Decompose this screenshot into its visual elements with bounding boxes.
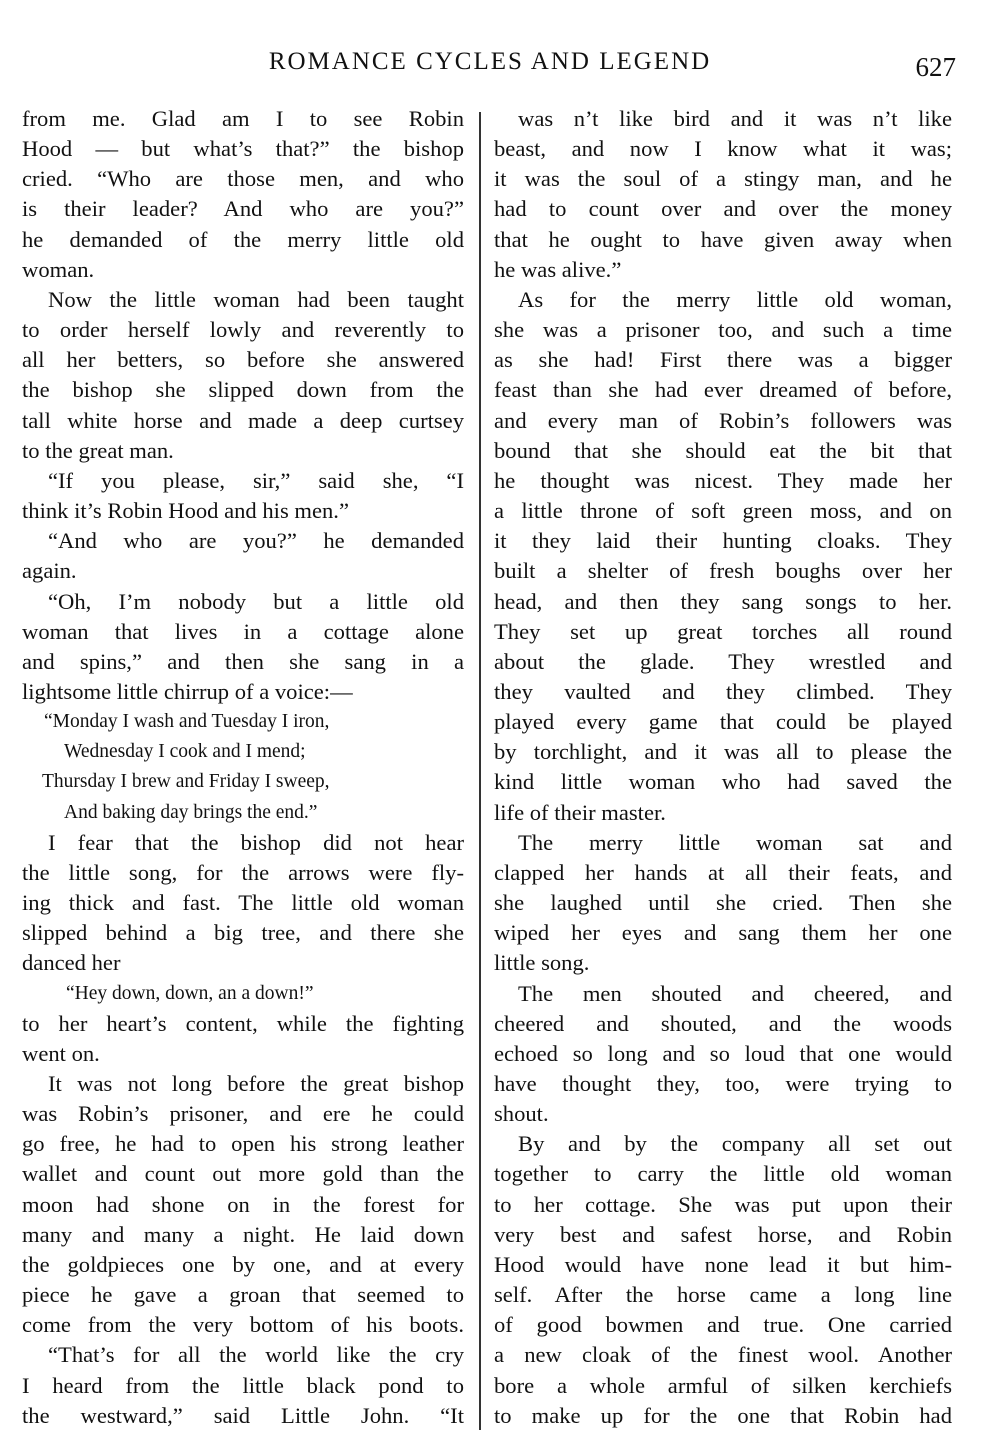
text-line: to her cottage. She was put upon their xyxy=(494,1191,952,1217)
text-line: to her heart’s content, while the fighting xyxy=(22,1010,464,1036)
text-line: go free, he had to open his strong leather xyxy=(22,1131,464,1157)
left-text-column xyxy=(22,104,464,1431)
text-line: together to carry the little old woman xyxy=(494,1161,952,1187)
text-line: that he ought to have given away when xyxy=(494,226,952,252)
text-line: played every game that could be played xyxy=(494,709,952,735)
text-line: about the glade. They wrestled and xyxy=(494,648,952,674)
text-line: cheered and shouted, and the woods xyxy=(494,1010,952,1036)
text-line: built a shelter of fresh boughs over her xyxy=(494,558,952,584)
text-line: she laughed until she cried. Then she xyxy=(494,890,952,916)
text-line: clapped her hands at all their feats, and xyxy=(494,859,952,885)
text-line: wiped her eyes and sang them her one xyxy=(494,920,952,946)
page-number: 627 xyxy=(915,52,956,82)
verse-line: Wednesday I cook and I mend; xyxy=(64,741,306,763)
text-line: come from the very bottom of his boots. xyxy=(22,1312,464,1338)
text-line: from me. Glad am I to see Robin xyxy=(22,106,464,131)
verse-line: And baking day brings the end.” xyxy=(64,801,318,823)
text-line: bore a whole armful of silken kerchiefs xyxy=(494,1372,952,1398)
verse-line: “Hey down, down, an a down!” xyxy=(66,982,314,1004)
text-line: The men shouted and cheered, and xyxy=(518,980,952,1006)
text-line: he thought was nicest. They made her xyxy=(494,467,952,493)
text-line: it they laid their hunting cloaks. They xyxy=(494,528,952,554)
text-line: wallet and count out more gold than the xyxy=(22,1161,464,1187)
text-line: have thought they, too, were trying to xyxy=(494,1071,952,1096)
text-line: life of their master. xyxy=(494,799,666,825)
text-line: again. xyxy=(22,558,77,584)
text-line: I heard from the little black pond to xyxy=(22,1372,464,1398)
text-line: head, and then they sang songs to her. xyxy=(494,588,952,614)
text-line: the westward,” said Little John. “It xyxy=(22,1402,464,1428)
text-line: bound that she should eat the bit that xyxy=(494,437,952,463)
text-line: By and by the company all set out xyxy=(518,1131,952,1157)
text-line: they vaulted and they climbed. They xyxy=(494,678,952,704)
text-line: feast than she had ever dreamed of before, xyxy=(494,377,952,403)
text-line: Now the little woman had been taught xyxy=(48,286,464,312)
text-line: woman. xyxy=(22,256,95,282)
text-line: and every man of Robin’s followers was xyxy=(494,407,952,433)
text-line: to the great man. xyxy=(22,437,174,463)
text-line: beast, and now I know what it was; xyxy=(494,136,952,162)
text-line: As for the merry little old woman, xyxy=(518,286,952,312)
text-line: had to count over and over the money xyxy=(494,196,952,222)
text-line: self. After the horse came a long line xyxy=(494,1282,952,1308)
text-line: woman that lives in a cottage alone xyxy=(22,618,464,644)
text-line: Hood — but what’s that?” the bishop xyxy=(22,136,464,162)
text-line: echoed so long and so loud that one would xyxy=(494,1040,952,1066)
text-line: the bishop she slipped down from the xyxy=(22,377,464,403)
verse-line: “Monday I wash and Tuesday I iron, xyxy=(44,711,330,733)
text-line: it was the soul of a stingy man, and he xyxy=(494,166,952,192)
text-line: by torchlight, and it was all to please the xyxy=(494,739,952,765)
text-line: little song. xyxy=(494,950,590,976)
text-line: The merry little woman sat and xyxy=(518,829,952,855)
text-line: the little song, for the arrows were fly- xyxy=(22,859,464,885)
text-line: a new cloak of the finest wool. Another xyxy=(494,1342,952,1368)
verse-line: Thursday I brew and Friday I sweep, xyxy=(42,771,330,793)
text-line: he demanded of the merry little old xyxy=(22,226,464,252)
text-line: “Oh, I’m nobody but a little old xyxy=(48,588,464,614)
text-line: was n’t like bird and it was n’t like xyxy=(518,106,952,131)
text-line: to make up for the one that Robin had xyxy=(494,1402,952,1428)
running-title: ROMANCE CYCLES AND LEGEND xyxy=(268,48,712,75)
text-line: shout. xyxy=(494,1101,549,1127)
text-line: Hood would have none lead it but him- xyxy=(494,1251,952,1277)
text-line: ing thick and fast. The little old woman xyxy=(22,890,464,916)
text-line: a little throne of soft green moss, and on xyxy=(494,498,952,524)
text-line: lightsome little chirrup of a voice:— xyxy=(22,678,353,704)
text-line: very best and safest horse, and Robin xyxy=(494,1221,952,1247)
text-line: think it’s Robin Hood and his men.” xyxy=(22,498,349,524)
text-line: and spins,” and then she sang in a xyxy=(22,648,464,674)
text-line: “And who are you?” he demanded xyxy=(48,528,464,554)
text-line: piece he gave a groan that seemed to xyxy=(22,1282,464,1308)
text-line: tall white horse and made a deep curtsey xyxy=(22,407,464,433)
page-header xyxy=(0,46,1000,86)
text-line: is their leader? And who are you?” xyxy=(22,196,464,222)
text-line: It was not long before the great bishop xyxy=(48,1071,464,1096)
text-line: many and many a night. He laid down xyxy=(22,1221,464,1247)
text-line: was Robin’s prisoner, and ere he could xyxy=(22,1101,464,1127)
text-line: he was alive.” xyxy=(494,256,622,282)
text-line: “If you please, sir,” said she, “I xyxy=(48,467,464,493)
text-line: They set up great torches all round xyxy=(494,618,952,644)
text-line: of good bowmen and true. One carried xyxy=(494,1312,952,1338)
text-line: all her betters, so before she answered xyxy=(22,347,464,373)
text-line: moon had shone on in the forest for xyxy=(22,1191,464,1217)
column-divider xyxy=(479,112,481,1430)
text-line: went on. xyxy=(22,1040,100,1066)
text-line: danced her xyxy=(22,950,121,976)
text-line: “That’s for all the world like the cry xyxy=(48,1342,464,1368)
right-text-column xyxy=(494,104,952,1431)
text-line: cried. “Who are those men, and who xyxy=(22,166,464,192)
text-line: as she had! First there was a bigger xyxy=(494,347,952,373)
text-line: I fear that the bishop did not hear xyxy=(48,829,464,855)
text-line: to order herself lowly and reverently to xyxy=(22,317,464,343)
text-line: she was a prisoner too, and such a time xyxy=(494,317,952,343)
text-line: the goldpieces one by one, and at every xyxy=(22,1251,464,1277)
text-line: kind little woman who had saved the xyxy=(494,769,952,795)
text-line: slipped behind a big tree, and there she xyxy=(22,920,464,946)
